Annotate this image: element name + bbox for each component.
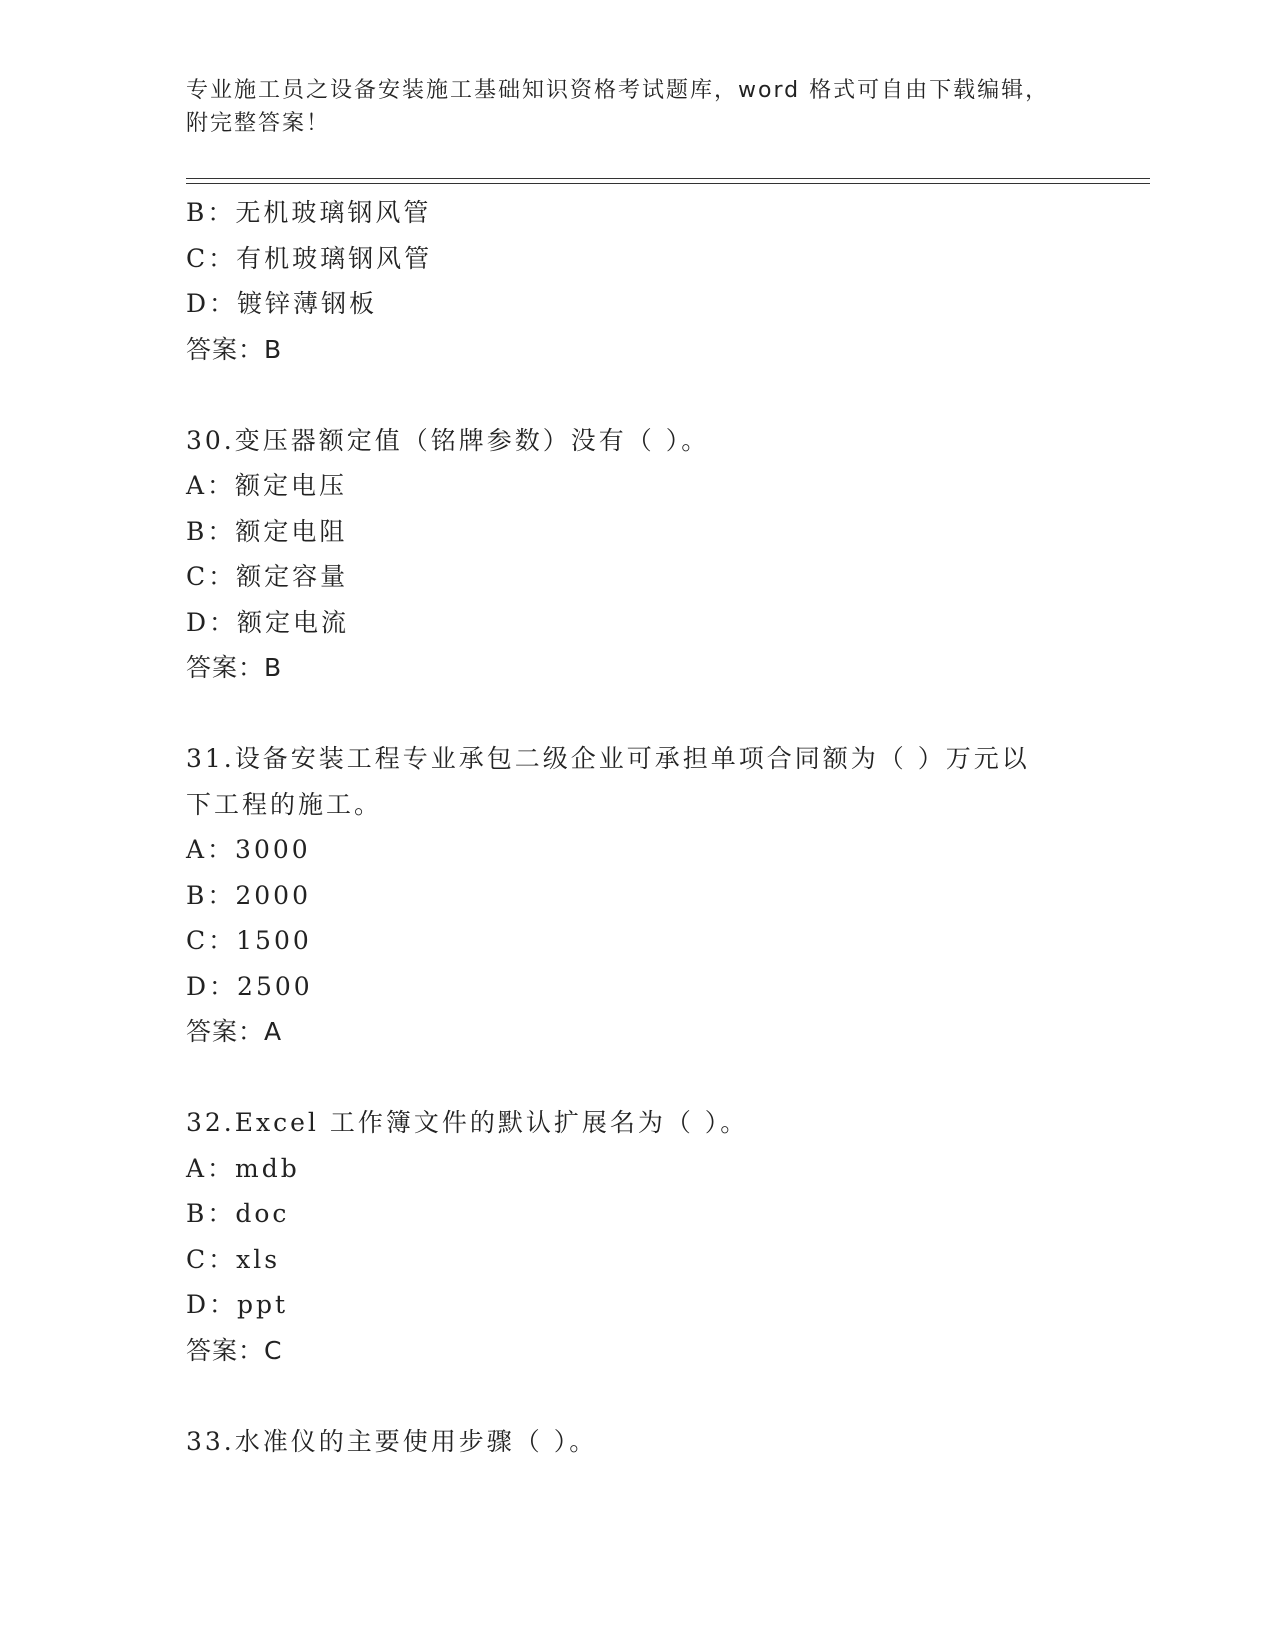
answer: 答案：B (186, 334, 283, 364)
question-32 (186, 1100, 1086, 1373)
header-divider-top (186, 178, 1150, 179)
question-text: 33.水准仪的主要使用步骤（ ）。 (186, 1426, 598, 1456)
option-d: D：ppt (186, 1290, 289, 1319)
option-d: D：镀锌薄钢板 (186, 289, 378, 318)
document-header (186, 74, 1066, 140)
option-c: C：1500 (186, 926, 312, 955)
option-b: B：无机玻璃钢风管 (186, 198, 432, 227)
option-a: A：额定电压 (186, 471, 348, 500)
spacer (186, 1055, 1086, 1101)
question-29-continued (186, 190, 1086, 372)
question-text: 30.变压器额定值（铭牌参数）没有（ ）。 (186, 425, 710, 455)
question-33 (186, 1419, 1086, 1465)
option-d: D：2500 (186, 971, 313, 1001)
question-text-line-2: 下工程的施工。 (186, 789, 383, 819)
question-list (186, 190, 1086, 1464)
question-text: 32.Excel 工作簿文件的默认扩展名为（ ）。 (186, 1108, 749, 1137)
option-c: C：额定容量 (186, 562, 349, 591)
answer: 答案：C (186, 1335, 283, 1365)
header-line-2: 附完整答案！ (186, 111, 331, 136)
question-text-line-1: 31.设备安装工程专业承包二级企业可承担单项合同额为（ ）万元以 (186, 744, 1030, 773)
spacer (186, 372, 1086, 418)
spacer (186, 691, 1086, 737)
question-31 (186, 736, 1086, 1055)
option-c: C：有机玻璃钢风管 (186, 243, 433, 273)
spacer (186, 1373, 1086, 1419)
option-c: C：xls (186, 1244, 281, 1274)
option-a: A：3000 (186, 835, 311, 864)
option-b: B：额定电阻 (186, 516, 348, 546)
option-b: B：2000 (186, 880, 311, 910)
header-line-1: 专业施工员之设备安装施工基础知识资格考试题库，word 格式可自由下载编辑， (186, 78, 1050, 103)
option-b: B：doc (186, 1199, 290, 1228)
answer: 答案：A (186, 1017, 283, 1046)
answer: 答案：B (186, 653, 283, 682)
option-d: D：额定电流 (186, 607, 350, 637)
question-30 (186, 418, 1086, 691)
option-a: A：mdb (186, 1153, 300, 1183)
header-divider-bottom (186, 183, 1150, 184)
